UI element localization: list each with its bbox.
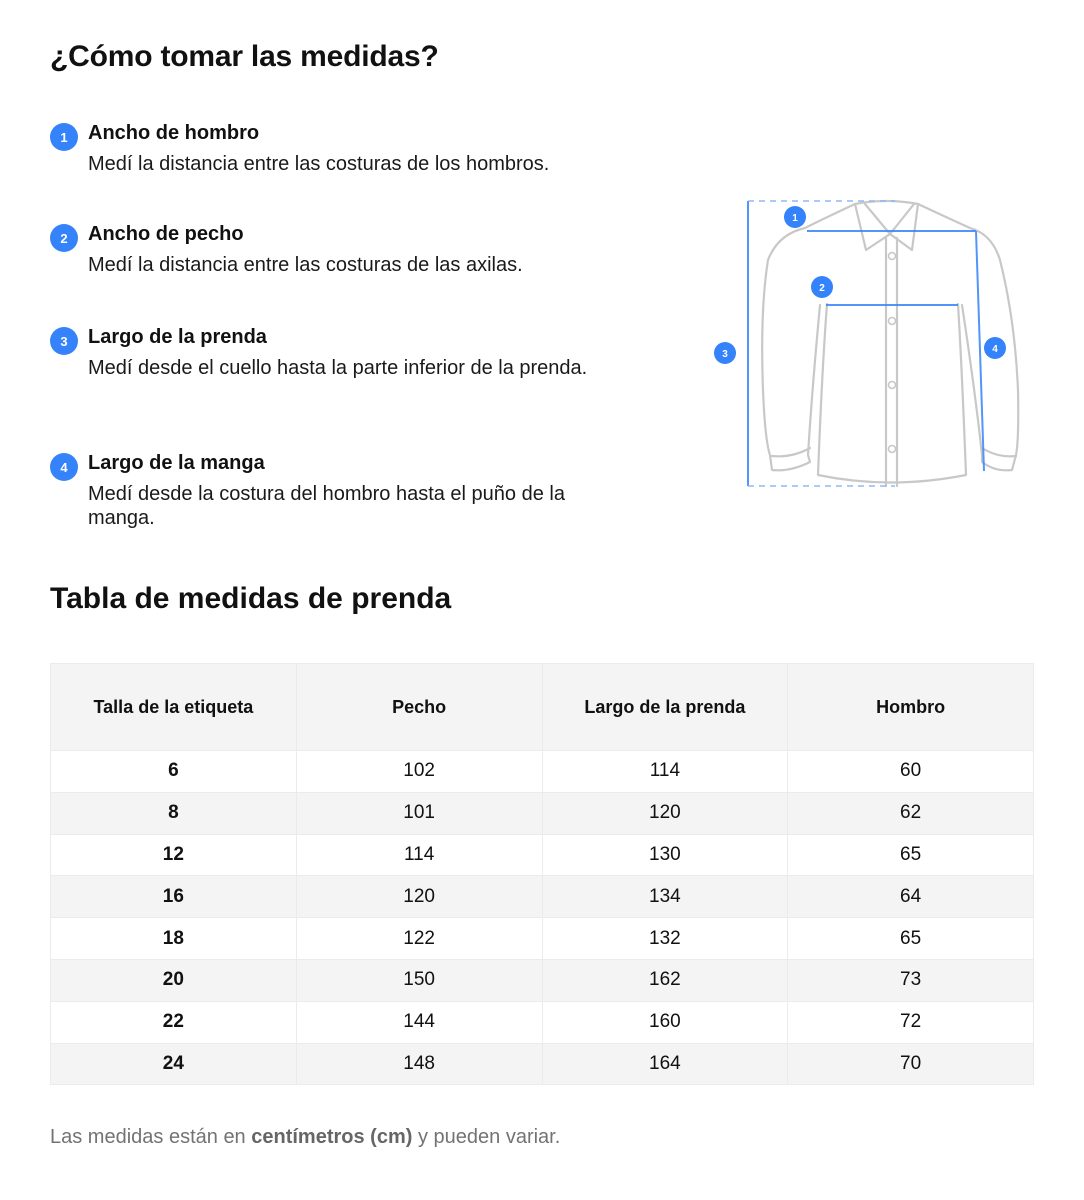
cell-length: 120 [542,792,788,834]
footnote-units: centímetros (cm) [251,1126,413,1148]
units-footnote [50,1126,560,1149]
svg-text:4: 4 [992,344,998,355]
svg-text:3: 3 [722,349,728,360]
cell-size: 8 [51,792,297,834]
table-row [51,1043,1034,1085]
cell-chest: 114 [296,834,542,876]
cell-chest: 150 [296,959,542,1001]
column-header-chest: Pecho [296,664,542,751]
table-header-row [51,664,1034,751]
step-description: Medí desde el cuello hasta la parte inferior de la prenda. [88,357,588,379]
cell-shoulder: 72 [788,1001,1034,1043]
step-number-badge: 4 [50,453,78,481]
step-title: Largo de la prenda [88,326,267,348]
marker-1-icon [784,206,806,228]
cell-length: 162 [542,959,788,1001]
step-description: Medí desde la costura del hombro hasta el puño de la manga. [88,483,565,529]
cell-length: 134 [542,876,788,918]
svg-text:2: 2 [819,283,825,294]
cell-chest: 144 [296,1001,542,1043]
table-row [51,918,1034,960]
step-title: Ancho de hombro [88,122,260,144]
cell-size: 12 [51,834,297,876]
column-header-shoulder: Hombro [788,664,1034,751]
column-header-length: Largo de la prenda [542,664,788,751]
cell-chest: 120 [296,876,542,918]
table-row [51,959,1034,1001]
step-number-badge: 2 [50,224,78,252]
table-row [51,751,1034,793]
size-table [50,663,1034,1085]
cell-size: 24 [51,1043,297,1085]
step-title: Ancho de pecho [88,223,244,245]
marker-2-icon [811,276,833,298]
cell-size: 6 [51,751,297,793]
step-title: Largo de la manga [88,452,265,474]
cell-shoulder: 62 [788,792,1034,834]
step-number-badge: 3 [50,327,78,355]
svg-text:1: 1 [792,213,798,224]
cell-length: 164 [542,1043,788,1085]
step-number-badge: 1 [50,123,78,151]
page-title: ¿Cómo tomar las medidas? [50,40,439,73]
table-row [51,792,1034,834]
shirt-measurement-icon [700,190,1040,500]
cell-size: 18 [51,918,297,960]
cell-chest: 102 [296,751,542,793]
cell-size: 16 [51,876,297,918]
cell-size: 22 [51,1001,297,1043]
cell-length: 160 [542,1001,788,1043]
cell-chest: 101 [296,792,542,834]
cell-length: 114 [542,751,788,793]
cell-chest: 148 [296,1043,542,1085]
footnote-prefix: Las medidas están en [50,1126,252,1148]
size-table-title: Tabla de medidas de prenda [50,582,452,615]
step-description: Medí la distancia entre las costuras de los hombros. [88,153,550,175]
table-row [51,1001,1034,1043]
cell-shoulder: 60 [788,751,1034,793]
cell-length: 132 [542,918,788,960]
cell-shoulder: 65 [788,834,1034,876]
cell-shoulder: 73 [788,959,1034,1001]
column-header-size: Talla de la etiqueta [51,664,297,751]
cell-shoulder: 65 [788,918,1034,960]
table-row [51,876,1034,918]
cell-shoulder: 70 [788,1043,1034,1085]
table-row [51,834,1034,876]
marker-4-icon [984,337,1006,359]
marker-3-icon [714,342,736,364]
cell-length: 130 [542,834,788,876]
step-description: Medí la distancia entre las costuras de las axilas. [88,254,523,276]
cell-size: 20 [51,959,297,1001]
footnote-suffix: y pueden variar. [412,1126,561,1148]
cell-chest: 122 [296,918,542,960]
shirt-diagram [700,190,1040,500]
cell-shoulder: 64 [788,876,1034,918]
